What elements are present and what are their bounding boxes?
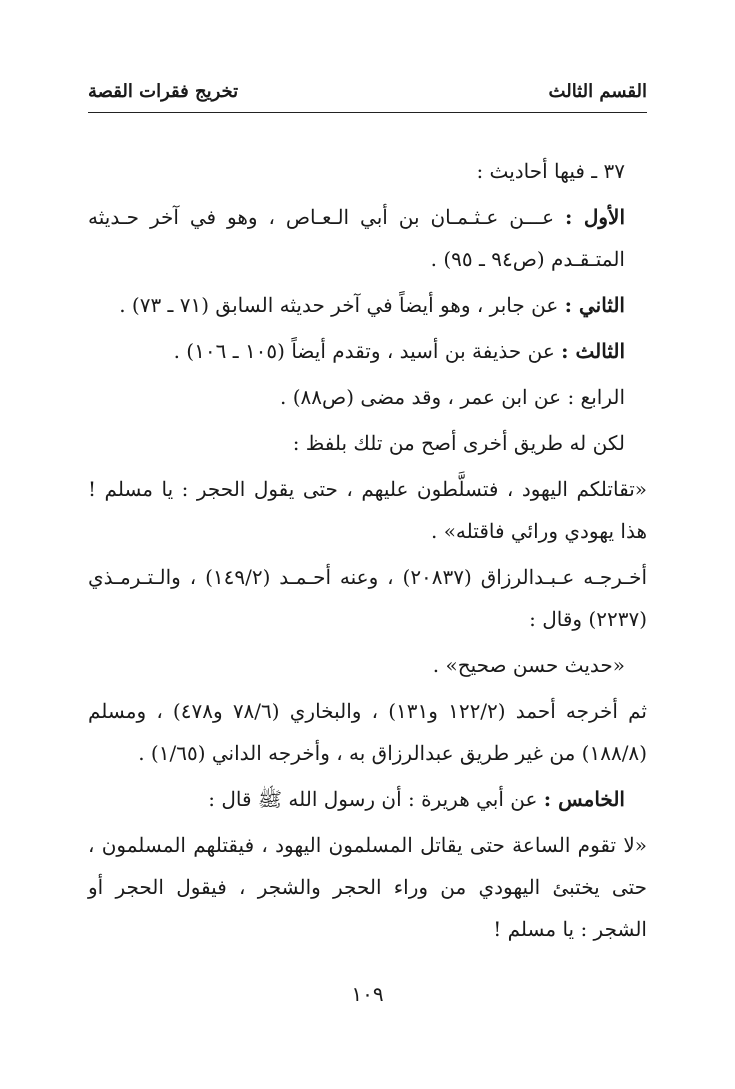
paragraph bbox=[88, 778, 647, 820]
paragraph bbox=[88, 422, 647, 464]
paragraph-label: الثالث : bbox=[561, 339, 625, 363]
paragraph-text: عن أبي هريرة : أن رسول الله ﷺ قال : bbox=[208, 787, 544, 811]
paragraph-text: عن حذيفة بن أسيد ، وتقدم أيضاً (١٠٥ ـ ١٠٦) . bbox=[173, 339, 562, 363]
quoted-paragraph bbox=[88, 468, 647, 552]
paragraph-text: الرابع : عن ابن عمر ، وقد مضى (ص٨٨) . bbox=[280, 385, 625, 409]
paragraph-text: لكن له طريق أخرى أصح من تلك بلفظ : bbox=[292, 431, 625, 455]
paragraph-label: الخامس : bbox=[543, 787, 625, 811]
quoted-paragraph bbox=[88, 824, 647, 950]
paragraph bbox=[88, 556, 647, 640]
paragraph-text: ٣٧ ـ فيها أحاديث : bbox=[476, 159, 625, 183]
body-text bbox=[88, 150, 647, 954]
paragraph-text: ثم أخرجه أحمد (١٢٢/٢ و١٣١) ، والبخاري (٧٨/٦ و٤٧٨) ، ومسلم (١٨٨/٨) من غير طريق عبدالرزاق به ، وأخرجه الداني (١/٦٥) . bbox=[88, 699, 648, 765]
paragraph-text: «تقاتلكم اليهود ، فتسلَّطون عليهم ، حتى يقول الحجر : يا مسلم ! هذا يهودي ورائي فاقتله» . bbox=[88, 477, 647, 543]
running-header bbox=[88, 76, 647, 106]
header-section-title: القسم الثالث bbox=[548, 80, 647, 102]
paragraph bbox=[88, 196, 647, 280]
paragraph bbox=[88, 690, 647, 774]
paragraph-text: عـــن عـثـمـان بن أبي الـعـاص ، وهو في آخر حـديثه المتـقـدم (ص٩٤ ـ ٩٥) . bbox=[88, 205, 625, 271]
paragraph-text: أخـرجـه عـبـدالرزاق (٢٠٨٣٧) ، وعنه أحـمـد (١٤٩/٢) ، والـتـرمـذي (٢٢٣٧) وقال : bbox=[88, 565, 647, 631]
paragraph-label: الثاني : bbox=[564, 293, 625, 317]
page-number: ١٠٩ bbox=[351, 982, 384, 1006]
paragraph-text: «حديث حسن صحيح» . bbox=[432, 653, 625, 677]
quoted-paragraph bbox=[88, 644, 647, 686]
paragraph-label: الأول : bbox=[564, 205, 625, 229]
paragraph bbox=[88, 376, 647, 418]
paragraph bbox=[88, 150, 647, 192]
paragraph-text: «لا تقوم الساعة حتى يقاتل المسلمون اليهود ، فيقتلهم المسلمون ، حتى يختبئ اليهودي من وراء الحجر والشجر ، فيقول الحجر أو الشجر : يا مسلم ! bbox=[88, 833, 647, 941]
header-divider bbox=[88, 112, 647, 113]
paragraph-text: عن جابر ، وهو أيضاً في آخر حديثه السابق (٧١ ـ ٧٣) . bbox=[119, 293, 565, 317]
header-chapter-title: تخريج فقرات القصة bbox=[88, 80, 239, 102]
paragraph bbox=[88, 284, 647, 326]
paragraph bbox=[88, 330, 647, 372]
